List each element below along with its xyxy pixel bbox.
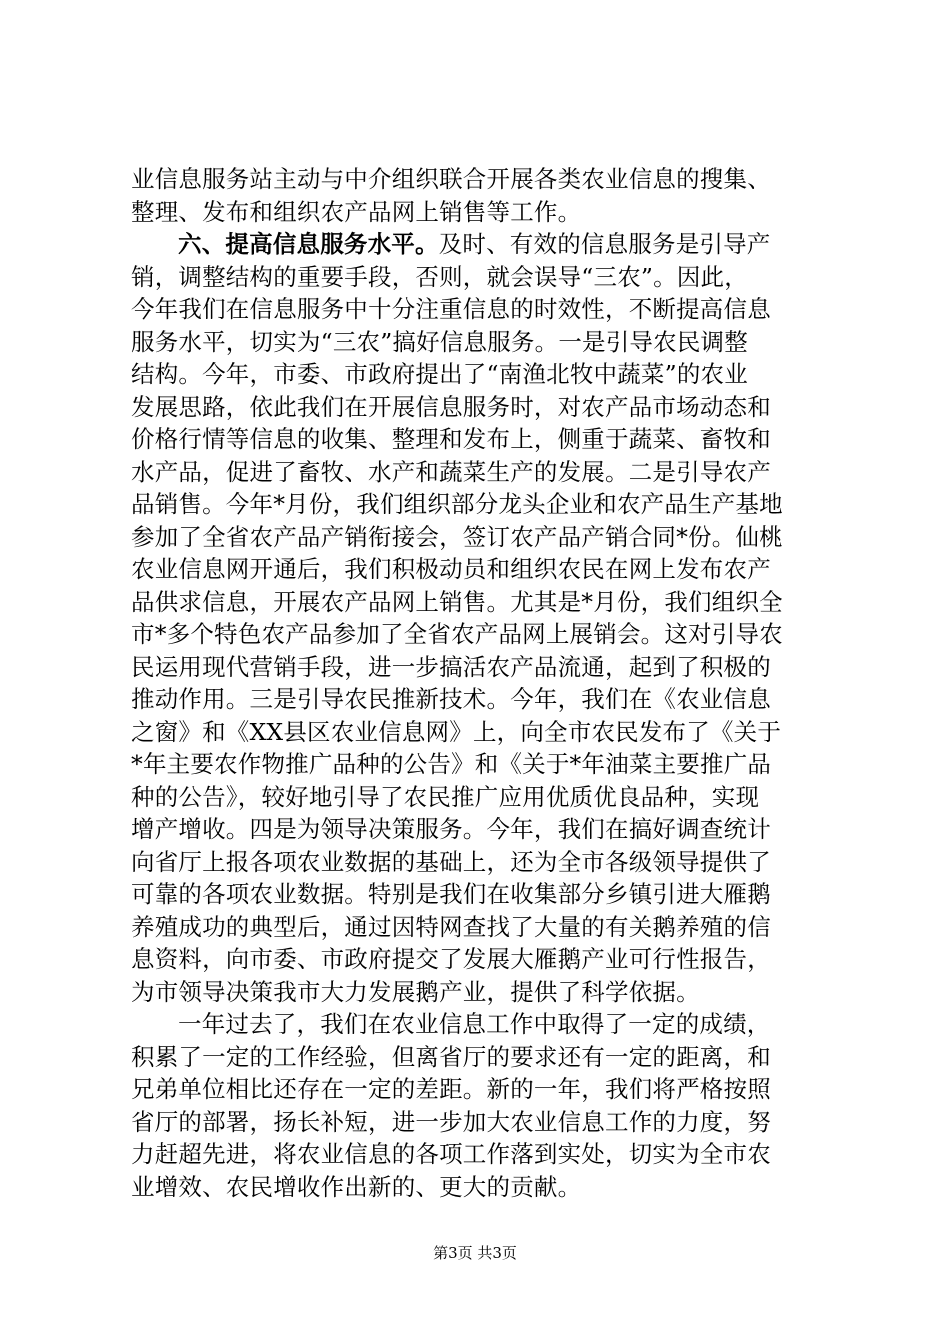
text-line: 向省厅上报各项农业数据的基础上，还为全市各级领导提供了	[131, 847, 771, 876]
text-line: 整理、发布和组织农产品网上销售等工作。	[131, 197, 582, 226]
text-line: 市*多个特色农产品参加了全省农产品网上展销会。这对引导农	[131, 620, 783, 648]
text-line: 品供求信息，开展农产品网上销售。尤其是*月份，我们组织全	[131, 587, 783, 616]
text-line: 民运用现代营销手段，进一步搞活农产品流通，起到了积极的	[131, 652, 771, 681]
text-line: 品销售。今年*月份，我们组织部分龙头企业和农产品生产基地	[131, 490, 783, 518]
text-line: 价格行情等信息的收集、整理和发布上，侧重于蔬菜、畜牧和	[131, 425, 771, 453]
text-line: 种的公告》，较好地引导了农民推广应用优质优良品种，实现	[131, 782, 760, 811]
text-line: 积累了一定的工作经验，但离省厅的要求还有一定的距离，和	[131, 1042, 771, 1071]
text-line: 兄弟单位相比还存在一定的差距。新的一年，我们将严格按照	[131, 1075, 771, 1103]
text-line: 息资料，向市委、市政府提交了发展大雁鹅产业可行性报告，	[131, 945, 771, 973]
text-line: 力赶超先进，将农业信息的各项工作落到实处，切实为全市农	[131, 1140, 771, 1168]
text-line: 为市领导决策我市大力发展鹅产业，提供了科学依据。	[131, 977, 700, 1006]
text-line: 发展思路，依此我们在开展信息服务时，对农产品市场动态和	[131, 392, 771, 421]
text-line: 推动作用。三是引导农民推新技术。今年，我们在《农业信息	[131, 685, 771, 713]
page-footer	[0, 1243, 950, 1263]
text-line: 养殖成功的典型后，通过因特网查找了大量的有关鹅养殖的信	[131, 912, 771, 941]
text-line: 今年我们在信息服务中十分注重信息的时效性，不断提高信息	[131, 295, 771, 323]
text-line: 可靠的各项农业数据。特别是我们在收集部分乡镇引进大雁鹅	[131, 880, 771, 908]
paragraph-start-line: 一年过去了，我们在农业信息工作中取得了一定的成绩，	[178, 1010, 771, 1038]
page-number: 第3页 共3页	[433, 1244, 517, 1262]
section-heading-line	[131, 228, 821, 261]
section-heading: 六、提高信息服务水平。	[178, 230, 439, 258]
text-line: 增产增收。四是为领导决策服务。今年，我们在搞好调查统计	[131, 815, 771, 843]
text-line: 销，调整结构的重要手段，否则，就会误导“三农”。因此，	[131, 262, 748, 291]
text-line: *年主要农作物推广品种的公告》和《关于*年油菜主要推广品	[131, 750, 772, 778]
text-line: 业增效、农民增收作出新的、更大的贡献。	[131, 1172, 582, 1201]
section-heading-continuation: 及时、有效的信息服务是引导产	[438, 230, 771, 258]
text-line: 参加了全省农产品产销衔接会，签订农产品产销合同*份。仙桃	[131, 522, 783, 551]
text-line: 结构。今年，市委、市政府提出了“南渔北牧中蔬菜”的农业	[131, 360, 748, 388]
text-line: 省厅的部署，扬长补短，进一步加大农业信息工作的力度，努	[131, 1107, 771, 1136]
text-line: 水产品，促进了畜牧、水产和蔬菜生产的发展。二是引导农产	[131, 457, 771, 486]
text-line: 农业信息网开通后，我们积极动员和组织农民在网上发布农产	[131, 555, 771, 583]
text-line: 之窗》和《XX县区农业信息网》上，向全市农民发布了《关于	[131, 717, 782, 746]
document-body	[131, 163, 821, 1203]
text-line: 业信息服务站主动与中介组织联合开展各类农业信息的搜集、	[131, 165, 771, 193]
text-line: 服务水平，切实为“三农”搞好信息服务。一是引导农民调整	[131, 327, 748, 356]
